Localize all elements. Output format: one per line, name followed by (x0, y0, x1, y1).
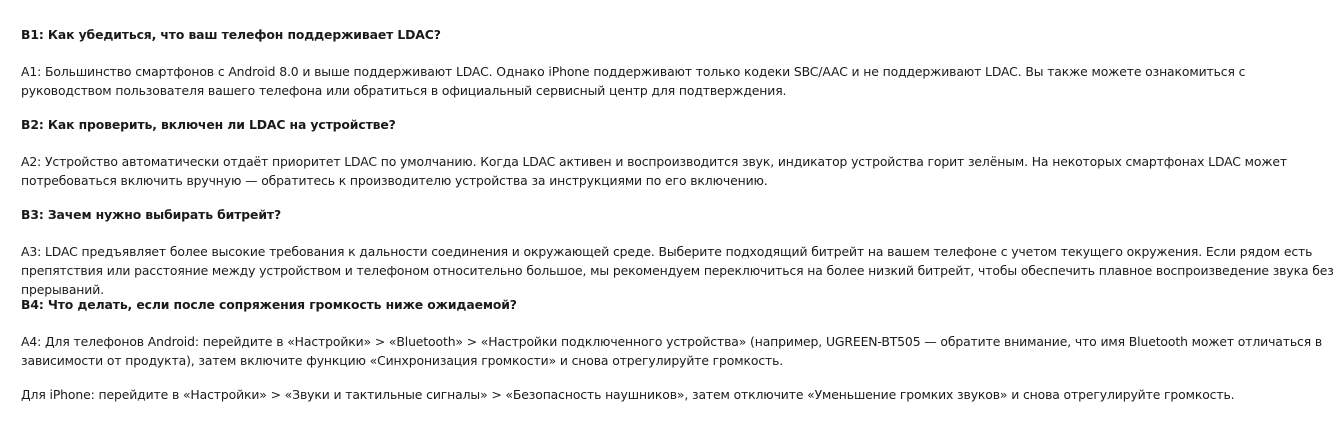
faq-question-4: В4: Что делать, если после сопряжения громкость ниже ожидаемой? (21, 297, 517, 312)
faq-question-3: В3: Зачем нужно выбирать битрейт? (21, 207, 282, 222)
faq-question-2: В2: Как проверить, включен ли LDAC на устройстве? (21, 117, 396, 132)
faq-answer-4-iphone: Для iPhone: перейдите в «Настройки» > «Звуки и тактильные сигналы» > «Безопасность наушников», затем отключите «Уменьшение громких звуков» и снова отрегулируйте громкость. (21, 387, 1235, 402)
faq-question-1: В1: Как убедиться, что ваш телефон поддерживает LDAC? (21, 27, 441, 42)
faq-answer-1: А1: Большинство смартфонов с Android 8.0 и выше поддерживают LDAC. Однако iPhone поддерживают только кодеки SBC/AAC и не поддерживают LDAC. Вы также можете ознакомиться с руководством пользователя вашего телефона или обратиться в официальный сервисный центр для подтверждения. (21, 64, 1246, 98)
faq-answer-2: А2: Устройство автоматически отдаёт приоритет LDAC по умолчанию. Когда LDAC активен и воспроизводится звук, индикатор устройства горит зелёным. На некоторых смартфонах LDAC может потребоваться включить вручную — обратитесь к производителю устройства за инструкциями по его включению. (21, 154, 1287, 188)
faq-answer-3: А3: LDAC предъявляет более высокие требования к дальности соединения и окружающей среде. Выберите подходящий битрейт на вашем телефоне с учетом текущего окружения. Если рядом есть препятствия или расстояние между устройством и телефоном относительно большое, мы рекомендуем переключиться на более низкий битрейт, чтобы обеспечить плавное воспроизведение звука без прерываний. (21, 244, 1334, 297)
faq-answer-4: А4: Для телефонов Android: перейдите в «Настройки» > «Bluetooth» > «Настройки подключенного устройства» (например, UGREEN-BT505 — обратите внимание, что имя Bluetooth может отличаться в зависимости от продукта), затем включите функцию «Синхронизация громкости» и снова отрегулируйте громкость. (21, 334, 1323, 368)
